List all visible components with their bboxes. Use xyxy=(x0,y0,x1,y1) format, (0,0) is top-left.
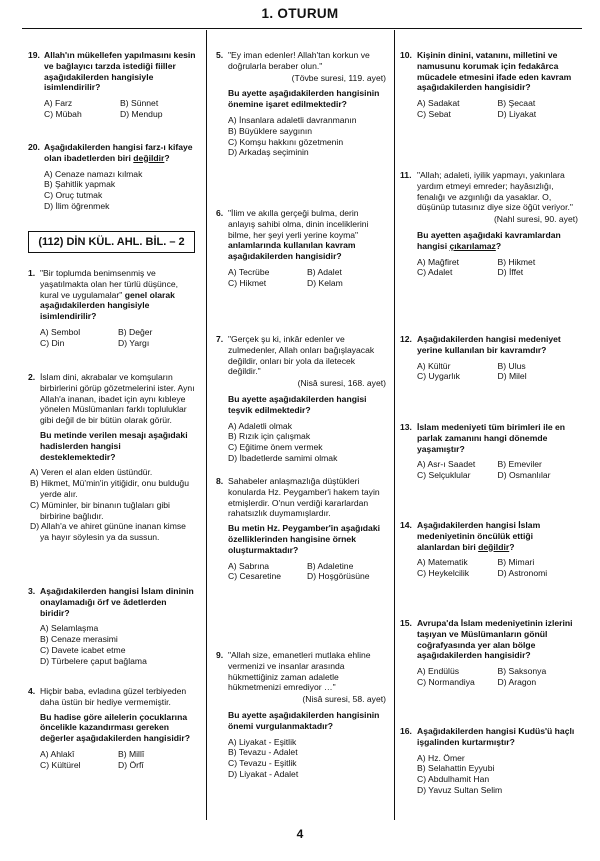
question-stem: Allah'ın mükellefen yapılmasını kesin ve bağlayıcı tarzda istediği fiiller aşağıdakilerden hangisiyle isimlendirilir? xyxy=(44,50,196,93)
option-a[interactable]: A) Asr-ı Saadet xyxy=(417,459,476,470)
answer-options xyxy=(400,98,578,120)
question-stem xyxy=(417,520,578,552)
answer-options xyxy=(216,267,386,289)
option-c[interactable]: C) Selçuklular xyxy=(417,470,471,481)
option-b[interactable]: B) Adaletine xyxy=(307,560,354,571)
question-stem xyxy=(44,142,196,164)
answer-options xyxy=(28,327,196,349)
question-7 xyxy=(216,334,386,464)
stem-text: Aşağıdakilerden hangisi farz-ı kifaye olan ibadetlerden biri xyxy=(44,142,193,163)
question-number: 19. xyxy=(28,50,40,60)
answer-options xyxy=(216,421,386,464)
option-b[interactable]: B) Büyüklere saygının xyxy=(228,125,313,136)
option-a[interactable]: A) İnsanlara adaletli davranmanın xyxy=(228,114,357,125)
verse-source: (Nisâ suresi, 168. ayet) xyxy=(297,378,386,389)
question-10 xyxy=(400,50,578,120)
option-d[interactable]: D) Arkadaş seçiminin xyxy=(228,147,309,158)
question-6 xyxy=(216,208,386,289)
question-number: 1. xyxy=(28,268,36,278)
question-number: 11. xyxy=(400,170,412,180)
option-b[interactable]: B) Mimari xyxy=(497,557,535,568)
question-text: İslam dini, akrabalar ve komşuların birbirlerini görüp gözetmelerini ister. Aynı Allah'a inanan, ibadet için aynı kıbleye yönelen Müslümanları farklı topluluklar gibi değil de bir bütün olarak görür. xyxy=(40,372,195,426)
option-c[interactable]: C) Mübah xyxy=(44,108,82,119)
option-d[interactable]: D) Yargı xyxy=(118,337,150,348)
option-d[interactable]: D) Liyakat xyxy=(497,108,537,119)
option-c[interactable]: C) Heykelcilik xyxy=(417,568,470,579)
question-stem: İslam medeniyeti tüm birimleri ile en parlak zamanını hangi dönemde yaşamıştır? xyxy=(417,422,566,454)
option-d[interactable]: D) İffet xyxy=(497,267,524,278)
question-9 xyxy=(216,650,386,780)
option-c[interactable]: C) Hikmet xyxy=(228,277,267,288)
option-c[interactable]: C) Normandiya xyxy=(417,676,475,687)
answer-options xyxy=(400,666,578,688)
option-b[interactable]: B) Adalet xyxy=(307,266,342,277)
answer-options xyxy=(400,557,578,579)
option-b[interactable]: B) Emeviler xyxy=(497,459,542,470)
answer-options xyxy=(400,753,578,796)
question-stem: Bu ayette aşağıdakilerden hangisi teşvik edilmektedir? xyxy=(228,393,367,415)
option-a[interactable]: A) Sabrına xyxy=(228,560,270,571)
option-a[interactable]: A) Hz. Ömer xyxy=(417,752,465,763)
stem-end: ? xyxy=(164,152,170,163)
stem-underlined: değildir xyxy=(478,541,510,552)
question-number: 20. xyxy=(28,142,40,152)
question-20 xyxy=(28,142,196,212)
stem-underlined: değildir xyxy=(133,152,165,163)
question-stem: Bu ayette aşağıdakilerden hangisinin önemine işaret edilmektedir? xyxy=(228,88,380,110)
option-d[interactable]: D) Yavuz Sultan Selim xyxy=(417,784,503,795)
question-stem: Bu ayette aşağıdakilerden hangisinin önemi vurgulanmaktadır? xyxy=(228,709,380,731)
option-a[interactable]: A) Liyakat - Eşitlik xyxy=(228,736,297,747)
option-b[interactable]: B) Şecaat xyxy=(497,98,536,109)
option-b[interactable]: B) Millî xyxy=(118,748,145,759)
quote-text: "Bir toplumda benimsenmiş ve yaşatılmakta olan her türlü düşünce, kural ve uygulamalar" xyxy=(40,268,179,300)
option-b[interactable]: B) Hikmet, Mü'min'in yitiğidir, onu bulduğu yerde alır. xyxy=(30,478,189,499)
question-number: 2. xyxy=(28,372,36,382)
question-text: "Allah size, emanetleri mutlaka ehline vermenizi ve insanlar arasında hükmettiğiniz zaman adaletle hükmetmenizi emrediyor …" xyxy=(228,650,371,693)
stem-underlined: çıkarılamaz xyxy=(449,240,496,251)
page-number: 4 xyxy=(296,827,304,841)
question-number: 8. xyxy=(216,476,224,486)
question-text: Sahabeler anlaşmazlığa düştükleri konularda Hz. Peygamber'i hakem tayin etmişlerdir. O'nun verdiği kararlardan rahatsızlık duymamışlardır. xyxy=(228,476,380,519)
option-a[interactable]: A) Selamlaşma xyxy=(40,623,99,634)
option-c[interactable]: C) Müminler, bir binanın tuğlaları gibi birbirine bağlıdır. xyxy=(30,499,170,521)
answer-options xyxy=(216,561,386,583)
answer-options xyxy=(400,361,578,383)
answer-options xyxy=(216,115,386,158)
column-divider-1 xyxy=(206,30,207,820)
question-4 xyxy=(28,686,196,771)
option-a[interactable]: A) Farz xyxy=(44,98,73,109)
option-b[interactable]: B) Rızık için çalışmak xyxy=(228,431,311,442)
question-13 xyxy=(400,422,578,481)
question-number: 9. xyxy=(216,650,224,660)
stem-end: ? xyxy=(509,541,515,552)
option-b[interactable]: B) Hikmet xyxy=(497,256,536,267)
option-b[interactable]: B) Tevazu - Adalet xyxy=(228,747,298,758)
option-d[interactable]: D) Aragon xyxy=(497,676,537,687)
answer-options xyxy=(28,623,196,666)
question-stem: Kişinin dinini, vatanını, milletini ve namusunu korumak için fedakârca mücadele etmesini ifade eden kavram aşağıdakilerden hangisidir? xyxy=(417,50,572,93)
option-d[interactable]: D) Mendup xyxy=(120,108,163,119)
option-c[interactable]: C) Din xyxy=(40,337,65,348)
question-3 xyxy=(28,586,196,667)
header-divider xyxy=(22,28,582,29)
question-stem: Aşağıdakilerden hangisi İslam dininin onaylamadığı örf ve âdetlerden biridir? xyxy=(40,586,194,618)
question-19 xyxy=(28,50,196,120)
option-d[interactable]: D) Kelam xyxy=(307,277,343,288)
question-number: 13. xyxy=(400,422,412,432)
option-c[interactable]: C) Abdulhamit Han xyxy=(417,774,490,785)
question-11 xyxy=(400,170,578,278)
option-a[interactable]: A) Mağfiret xyxy=(417,256,460,267)
option-c[interactable]: C) Tevazu - Eşitlik xyxy=(228,758,297,769)
question-number: 5. xyxy=(216,50,224,60)
option-c[interactable]: C) Eğitime önem vermek xyxy=(228,442,323,453)
question-text: "Gerçek şu ki, inkâr edenler ve zulmedenler, Allah onları bağışlayacak değildir, onları bir yola da iletecek değildir." xyxy=(228,334,375,377)
option-c[interactable]: C) Oruç tutmak xyxy=(44,190,103,201)
question-stem: Aşağıdakilerden hangisi Kudüs'ü haçlı işgalinden kurtarmıştır? xyxy=(417,726,575,747)
question-number: 6. xyxy=(216,208,224,218)
answer-options xyxy=(28,749,196,771)
option-b[interactable]: B) Selahattin Eyyubi xyxy=(417,763,495,774)
option-a[interactable]: A) Sembol xyxy=(40,326,81,337)
option-a[interactable]: A) Ahlakî xyxy=(40,748,75,759)
question-number: 12. xyxy=(400,334,412,344)
stem-end: ? xyxy=(495,240,502,251)
option-b[interactable]: B) Ulus xyxy=(497,360,526,371)
option-c[interactable]: C) Adalet xyxy=(417,267,453,278)
option-b[interactable]: B) Değer xyxy=(118,326,153,337)
page-title: 1. OTURUM xyxy=(261,6,339,21)
stem-text: genel olarak aşağıdakilerden hangisiyle isimlendirilir? xyxy=(40,289,175,322)
option-d[interactable]: D) Allah'a ve ahiret gününe inanan kimse ya hayır söylesin ya da sussun. xyxy=(30,521,186,543)
option-a[interactable]: A) Kültür xyxy=(417,360,451,371)
option-b[interactable]: B) Şahitlik yapmak xyxy=(44,179,116,190)
question-number: 16. xyxy=(400,726,412,736)
question-1 xyxy=(28,268,196,349)
answer-options xyxy=(216,737,386,780)
question-stem xyxy=(400,230,578,252)
option-c[interactable]: C) Uygarlık xyxy=(417,371,460,382)
option-d[interactable]: D) Türbelere çaput bağlama xyxy=(40,655,147,666)
question-number: 15. xyxy=(400,618,412,628)
option-d[interactable]: D) Örfî xyxy=(118,759,144,770)
question-number: 7. xyxy=(216,334,224,344)
option-a[interactable]: A) Tecrübe xyxy=(228,266,270,277)
option-a[interactable]: A) Endülüs xyxy=(417,666,460,677)
option-d[interactable]: D) Liyakat - Adalet xyxy=(228,768,299,779)
question-5 xyxy=(216,50,386,158)
option-d[interactable]: D) İlim öğrenmek xyxy=(44,200,110,211)
option-d[interactable]: D) İbadetlerde samimi olmak xyxy=(228,452,338,463)
option-d[interactable]: D) Hoşgörüsüne xyxy=(307,571,370,582)
question-text: "Ey iman edenler! Allah'tan korkun ve doğrularla beraber olun." xyxy=(228,50,370,71)
question-stem: anlamlarında kullanılan kavram aşağıdakilerden hangisidir? xyxy=(228,240,356,262)
answer-options xyxy=(400,257,578,279)
section-title-box: (112) DİN KÜL. AHL. BİL. – 2 xyxy=(28,231,195,253)
option-b[interactable]: B) Saksonya xyxy=(497,666,547,677)
question-12 xyxy=(400,334,578,382)
option-c[interactable]: C) Komşu hakkını gözetmenin xyxy=(228,136,344,147)
verse-source: (Nahl suresi, 90. ayet) xyxy=(493,214,578,225)
answer-options xyxy=(28,467,196,543)
option-a[interactable]: A) Sadakat xyxy=(417,98,460,109)
question-text: Hiçbir baba, evladına güzel terbiyeden daha üstün bir hediye vermemiştir. xyxy=(40,686,187,707)
question-number: 10. xyxy=(400,50,412,60)
question-stem: Aşağıdakilerden hangisi medeniyet yerine kullanılan bir kavramdır? xyxy=(417,334,561,355)
stem-text: Aşağıdakilerden hangisi İslam medeniyetinin öncülük ettiği alanlardan biri xyxy=(417,520,541,552)
answer-options xyxy=(28,169,196,212)
option-d[interactable]: D) Osmanlılar xyxy=(497,470,551,481)
option-c[interactable]: C) Davete icabet etme xyxy=(40,644,126,655)
question-text: "İlim ve akılla gerçeği bulma, derin anlayış sahibi olma, dinin inceliklerini bilme, her şeyi yerli yerine koyma" xyxy=(228,208,369,240)
question-2 xyxy=(28,372,196,543)
option-b[interactable]: B) Sünnet xyxy=(120,98,159,109)
verse-source: (Nisâ suresi, 58. ayet) xyxy=(302,694,386,705)
option-d[interactable]: D) Milel xyxy=(497,371,527,382)
answer-options xyxy=(28,98,196,120)
question-16 xyxy=(400,726,578,796)
question-stem: Bu metinde verilen mesajı aşağıdaki hadislerden hangisi desteklemektedir? xyxy=(40,429,188,462)
question-8 xyxy=(216,476,386,582)
question-stem: Bu metin Hz. Peygamber'in aşağıdaki özelliklerinden hangisine örnek oluşturmaktadır? xyxy=(228,523,381,555)
question-number: 3. xyxy=(28,586,36,596)
column-divider-2 xyxy=(394,30,395,820)
question-number: 14. xyxy=(400,520,412,530)
question-15 xyxy=(400,618,578,688)
question-stem: Bu hadise göre ailelerin çocuklarına öncelikle kazandırması gereken değerler aşağıdakilerden hangisidir? xyxy=(40,711,190,744)
option-c[interactable]: C) Kültürel xyxy=(40,759,81,770)
question-number: 4. xyxy=(28,686,36,696)
answer-options xyxy=(400,459,578,481)
option-c[interactable]: C) Cesaretine xyxy=(228,571,282,582)
option-a[interactable]: A) Cenaze namazı kılmak xyxy=(44,168,143,179)
verse-source: (Tövbe suresi, 119. ayet) xyxy=(291,72,386,83)
option-b[interactable]: B) Cenaze merasimi xyxy=(40,634,118,645)
question-14 xyxy=(400,520,578,579)
option-a[interactable]: A) Matematik xyxy=(417,557,468,568)
option-a[interactable]: A) Adaletli olmak xyxy=(228,420,293,431)
option-c[interactable]: C) Sebat xyxy=(417,108,451,119)
question-stem: Avrupa'da İslam medeniyetinin izlerini taşıyan ve Müslümanların gönül coğrafyasında yer alan bölge aşağıdakilerden hangisidir? xyxy=(417,618,573,661)
option-a[interactable]: A) Veren el alan elden üstündür. xyxy=(30,467,153,478)
question-stem xyxy=(40,268,196,322)
option-d[interactable]: D) Astronomi xyxy=(497,568,548,579)
question-text: "Allah; adaleti, iyilik yapmayı, yakınlara yardım etmeyi emreder; hayâsızlığı, fenalığı ve azgınlığı da yasaklar. O, düşünüp tutasınız diye size öğüt veriyor." xyxy=(417,170,573,213)
stem-text: Bu ayetten aşağıdaki kavramlardan hangisi xyxy=(417,229,561,251)
